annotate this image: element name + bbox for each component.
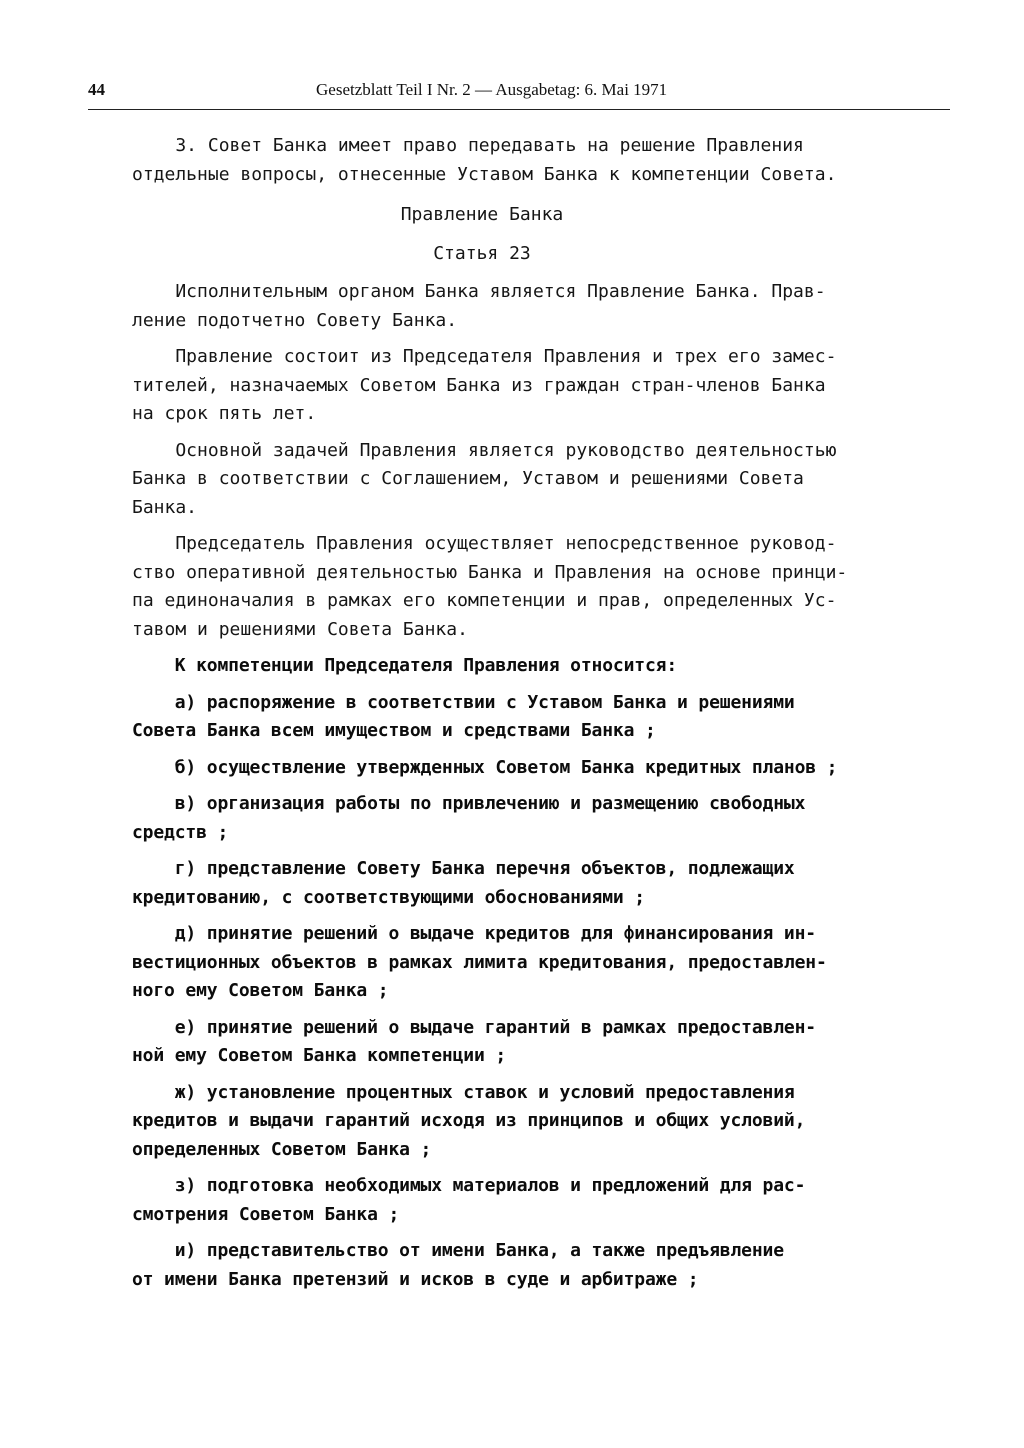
paragraph-line: отдельные вопросы, отнесенные Уставом Банка к компетенции Совета. (132, 163, 837, 185)
paragraph-line: ление подотчетно Совету Банка. (132, 309, 458, 331)
paragraph-line: Банка. (132, 496, 198, 518)
list-item-line: е) принятие решений о выдаче гарантий в рамках предоставлен- (132, 1016, 816, 1038)
list-item-line: г) представление Совету Банка перечня объектов, подлежащих (132, 858, 795, 879)
article-title: Статья 23 (433, 242, 531, 264)
paragraph-line: Исполнительным органом Банка является Правление Банка. Прав- (132, 281, 826, 302)
page-number: 44 (88, 80, 105, 99)
paragraph-line: Основной задачей Правления является руководство деятельностью (132, 439, 837, 461)
header-title: Gesetzblatt Teil I Nr. 2 — Ausgabetag: 6. Mai 1971 (316, 80, 668, 99)
list-item-line: з) подготовка необходимых материалов и предложений для рас- (132, 1175, 806, 1196)
list-item-line: кредитованию, с соответствующими обоснованиями ; (132, 886, 645, 908)
list-item-line: ной ему Советом Банка компетенции ; (132, 1045, 507, 1066)
list-item-line: от имени Банка претензий и исков в суде и арбитраже ; (132, 1268, 699, 1290)
paragraph-line: 3. Совет Банка имеет право передавать на решение Правления (132, 135, 804, 156)
list-item-line: Совета Банка всем имуществом и средствами Банка ; (132, 720, 656, 741)
document-body (132, 132, 932, 1294)
list-item-line: и) представительство от имени Банка, а также предъявление (132, 1240, 784, 1261)
page-header (88, 80, 948, 104)
list-item-line: ж) установление процентных ставок и условий предоставления (132, 1081, 795, 1103)
list-item-line: в) организация работы по привлечению и размещению свободных (132, 793, 806, 814)
list-item-line: ного ему Советом Банка ; (132, 980, 389, 1001)
paragraph-line: Правление состоит из Председателя Правления и трех его замес- (132, 346, 837, 367)
list-item-line: смотрения Советом Банка ; (132, 1203, 400, 1225)
list-item-line: д) принятие решений о выдаче кредитов для финансирования ин- (132, 923, 816, 944)
list-item-line: средств ; (132, 821, 229, 843)
paragraph-line: тавом и решениями Совета Банка. (132, 618, 468, 640)
section-title: Правление Банка (400, 204, 564, 225)
paragraph-line: Председатель Правления осуществляет непосредственное руковод- (132, 533, 837, 554)
paragraph-line: ство оперативной деятельностью Банка и Правления на основе принци- (132, 561, 848, 583)
paragraph-line: тителей, назначаемых Советом Банка из граждан стран-членов Банка (132, 374, 826, 396)
list-item-line: вестиционных объектов в рамках лимита кредитования, предоставлен- (132, 951, 827, 973)
paragraph-line: па единоначалия в рамках его компетенции и прав, определенных Ус- (132, 590, 837, 611)
list-item-line: кредитов и выдачи гарантий исходя из принципов и общих условий, (132, 1110, 806, 1131)
header-rule (88, 109, 950, 110)
list-item-line: а) распоряжение в соответствии с Уставом Банка и решениями (132, 691, 795, 713)
list-item-line: б) осуществление утвержденных Советом Банка кредитных планов ; (132, 756, 838, 778)
paragraph-line: на срок пять лет. (132, 403, 317, 424)
list-intro: К компетенции Председателя Правления относится: (132, 655, 678, 676)
paragraph-line: Банка в соответствии с Соглашением, Уставом и решениями Совета (132, 468, 804, 489)
list-item-line: определенных Советом Банка ; (132, 1138, 432, 1160)
